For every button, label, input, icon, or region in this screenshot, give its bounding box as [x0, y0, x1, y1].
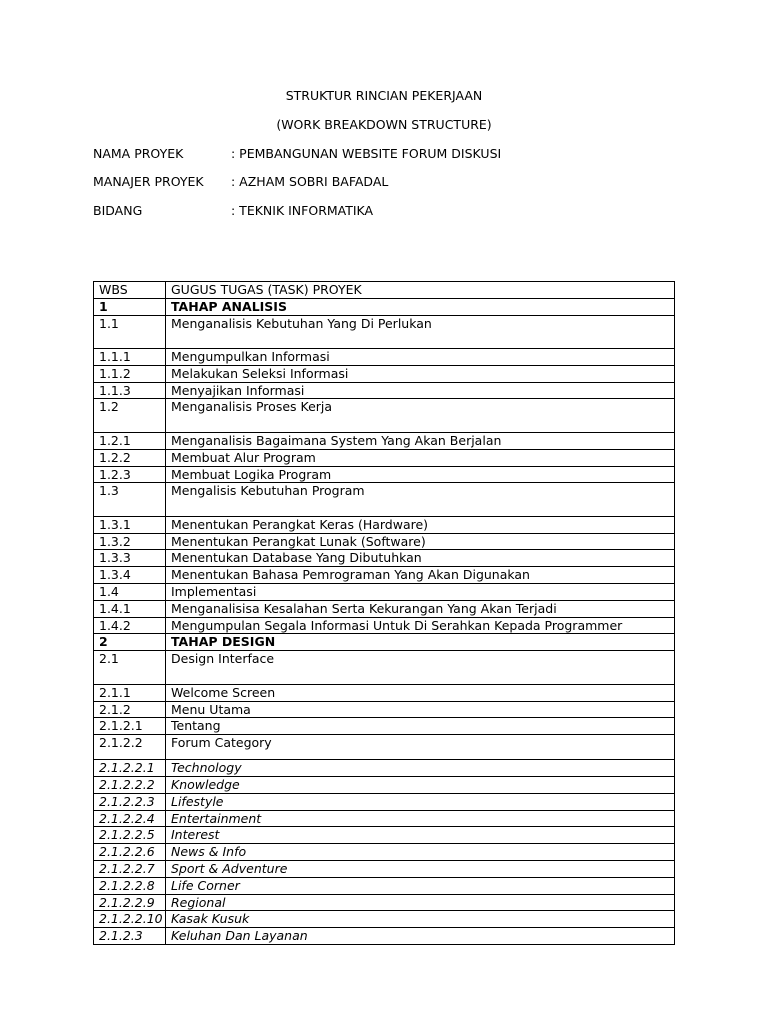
task-cell: Mengumpulan Segala Informasi Untuk Di Serahkan Kepada Programmer [166, 617, 675, 634]
table-row [94, 894, 675, 911]
task-cell: Regional [166, 894, 675, 911]
table-row [94, 466, 675, 483]
table-row [94, 584, 675, 601]
task-cell: Kasak Kusuk [166, 911, 675, 928]
task-cell: Menentukan Perangkat Keras (Hardware) [166, 516, 675, 533]
wbs-code-cell: 1.1 [94, 315, 166, 349]
wbs-code-cell: 1.3 [94, 483, 166, 517]
field-label: BIDANG [93, 203, 143, 218]
document-title: STRUKTUR RINCIAN PEKERJAAN [285, 88, 483, 103]
task-cell: Tentang [166, 718, 675, 735]
wbs-code-cell: 1.2.2 [94, 449, 166, 466]
table-row [94, 315, 675, 349]
field-value: : TEKNIK INFORMATIKA [231, 203, 374, 218]
table-row [94, 760, 675, 777]
wbs-table [93, 281, 675, 945]
table-row [94, 793, 675, 810]
wbs-code-cell: 1.1.2 [94, 365, 166, 382]
task-cell: Menganalisis Bagaimana System Yang Akan Berjalan [166, 432, 675, 449]
task-column-header: GUGUS TUGAS (TASK) PROYEK [166, 282, 675, 299]
table-row [94, 701, 675, 718]
wbs-code-cell: 2.1.2.2.1 [94, 760, 166, 777]
task-cell: Design Interface [166, 651, 675, 685]
task-cell: Interest [166, 827, 675, 844]
task-cell: Technology [166, 760, 675, 777]
task-cell: Life Corner [166, 877, 675, 894]
wbs-code-cell: 2.1.2.2.6 [94, 844, 166, 861]
wbs-code-cell: 2.1.2.2.8 [94, 877, 166, 894]
wbs-code-cell: 1.4 [94, 584, 166, 601]
wbs-code-cell: 1.4.1 [94, 600, 166, 617]
wbs-code-cell: 2.1.2.2.3 [94, 793, 166, 810]
table-row [94, 567, 675, 584]
wbs-code-cell: 1.2.1 [94, 432, 166, 449]
task-cell: Keluhan Dan Layanan [166, 928, 675, 945]
wbs-code-cell: 2 [94, 634, 166, 651]
project-manager-label: MANAJER PROYEK [93, 174, 204, 189]
table-row [94, 651, 675, 685]
task-cell: Welcome Screen [166, 684, 675, 701]
wbs-code-cell: 1.2.3 [94, 466, 166, 483]
table-row [94, 399, 675, 433]
table-row [94, 533, 675, 550]
task-cell: Entertainment [166, 810, 675, 827]
task-cell: Mengumpulkan Informasi [166, 349, 675, 366]
task-cell: Menentukan Database Yang Dibutuhkan [166, 550, 675, 567]
wbs-code-cell: 1.3.3 [94, 550, 166, 567]
table-row [94, 432, 675, 449]
table-row [94, 349, 675, 366]
table-row [94, 860, 675, 877]
table-row [94, 550, 675, 567]
task-cell: TAHAP ANALISIS [166, 298, 675, 315]
wbs-code-cell: 2.1.2.2.4 [94, 810, 166, 827]
table-row [94, 911, 675, 928]
table-row [94, 810, 675, 827]
task-cell: Forum Category [166, 735, 675, 760]
wbs-code-cell: 1 [94, 298, 166, 315]
table-row [94, 483, 675, 517]
wbs-code-cell: 2.1.2.3 [94, 928, 166, 945]
wbs-code-cell: 1.3.2 [94, 533, 166, 550]
project-name-value: : PEMBANGUNAN WEBSITE FORUM DISKUSI [231, 146, 502, 161]
task-cell: Implementasi [166, 584, 675, 601]
task-cell: News & Info [166, 844, 675, 861]
table-row [94, 617, 675, 634]
wbs-code-cell: 2.1.2.2.2 [94, 776, 166, 793]
task-cell: Membuat Alur Program [166, 449, 675, 466]
table-row [94, 298, 675, 315]
task-cell: Menganalisisa Kesalahan Serta Kekurangan Yang Akan Terjadi [166, 600, 675, 617]
task-cell: Mengalisis Kebutuhan Program [166, 483, 675, 517]
wbs-code-cell: 2.1 [94, 651, 166, 685]
document-subtitle: (WORK BREAKDOWN STRUCTURE) [276, 117, 492, 132]
table-row [94, 844, 675, 861]
table-header-row [94, 282, 675, 299]
project-name-label: NAMA PROYEK [93, 146, 184, 161]
wbs-code-cell: 2.1.2.2.9 [94, 894, 166, 911]
table-row [94, 928, 675, 945]
task-cell: Menentukan Bahasa Pemrograman Yang Akan Digunakan [166, 567, 675, 584]
task-cell: Menentukan Perangkat Lunak (Software) [166, 533, 675, 550]
table-row [94, 718, 675, 735]
table-row [94, 735, 675, 760]
table-row [94, 600, 675, 617]
table-row [94, 827, 675, 844]
wbs-code-cell: 2.1.2.1 [94, 718, 166, 735]
wbs-code-cell: 2.1.2.2.10 [94, 911, 166, 928]
table-row [94, 516, 675, 533]
task-cell: Melakukan Seleksi Informasi [166, 365, 675, 382]
wbs-code-cell: 2.1.1 [94, 684, 166, 701]
wbs-code-cell: 1.3.1 [94, 516, 166, 533]
task-cell: Menu Utama [166, 701, 675, 718]
wbs-code-cell: 1.1.3 [94, 382, 166, 399]
wbs-code-cell: 1.3.4 [94, 567, 166, 584]
wbs-code-cell: 1.1.1 [94, 349, 166, 366]
task-cell: Sport & Adventure [166, 860, 675, 877]
task-cell: Membuat Logika Program [166, 466, 675, 483]
table-row [94, 382, 675, 399]
wbs-code-cell: 1.2 [94, 399, 166, 433]
table-row [94, 776, 675, 793]
task-cell: Menganalisis Kebutuhan Yang Di Perlukan [166, 315, 675, 349]
wbs-code-cell: 1.4.2 [94, 617, 166, 634]
wbs-code-cell: 2.1.2.2.7 [94, 860, 166, 877]
wbs-code-cell: 2.1.2.2 [94, 735, 166, 760]
table-row [94, 684, 675, 701]
table-row [94, 449, 675, 466]
wbs-column-header: WBS [94, 282, 166, 299]
wbs-table-body [94, 298, 675, 944]
table-row [94, 877, 675, 894]
task-cell: Lifestyle [166, 793, 675, 810]
wbs-code-cell: 2.1.2 [94, 701, 166, 718]
task-cell: Knowledge [166, 776, 675, 793]
wbs-code-cell: 2.1.2.2.5 [94, 827, 166, 844]
task-cell: Menganalisis Proses Kerja [166, 399, 675, 433]
table-row [94, 634, 675, 651]
task-cell: Menyajikan Informasi [166, 382, 675, 399]
table-row [94, 365, 675, 382]
project-manager-value: : AZHAM SOBRI BAFADAL [231, 174, 389, 189]
task-cell: TAHAP DESIGN [166, 634, 675, 651]
